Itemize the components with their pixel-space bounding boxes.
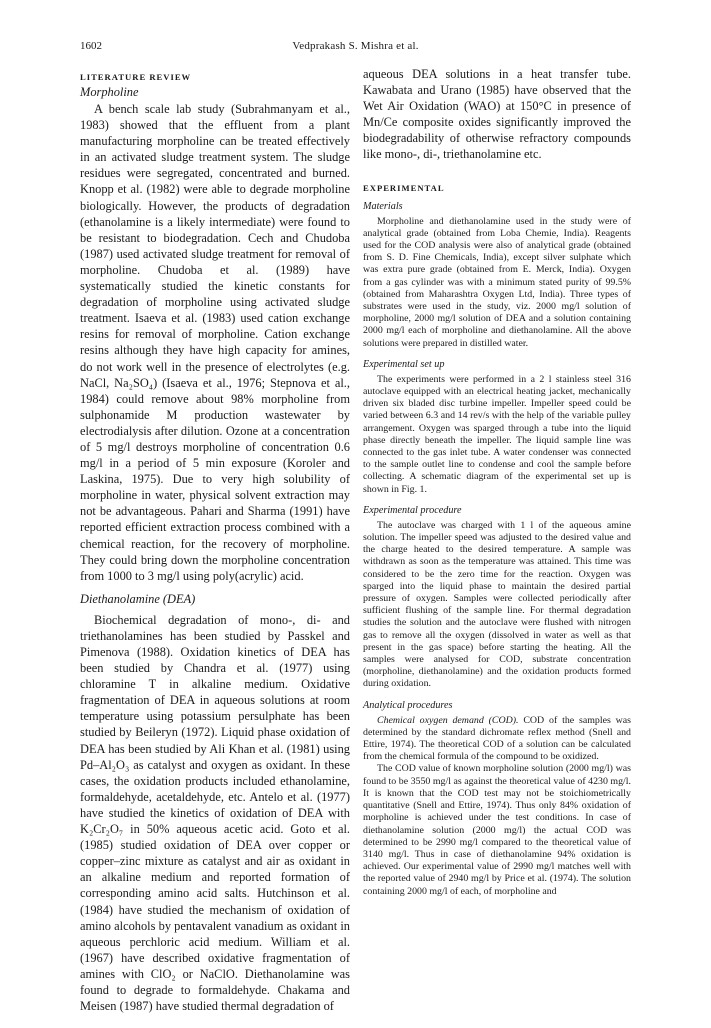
cod-text: COD of the samples was determined by the standard dichromate reflex method (Snell and Ettire, 1974). The theoretical COD of a solution can be calculated from the chemical formula of the compound to be oxidized. bbox=[363, 714, 632, 763]
subheading-diethanolamine: Diethanolamine (DEA) bbox=[80, 591, 196, 606]
running-head: Vedprakash S. Mishra et al. bbox=[292, 40, 419, 52]
paragraph-continued: aqueous DEA solutions in a heat transfer tube. Kawabata and Urano (1985) have observed that the Wet Air Oxidation (WAO) at 150°C in presence of Mn/Ce composite oxides significantly improved the biodegradability of otherwise refractory compounds like mono-, di-, triethanolamine etc. bbox=[363, 67, 631, 162]
paragraph-morpholine: A bench scale lab study (Subrahmanyam et al., 1983) showed that the effluent from a plant manufacturing morpholine can be treated effectively in an activated sludge treatment system. The sludge residues were segregated, concentrated and burned. Knopp et al. (1982) were able to degrade morpholine biologically. However, the products of degradation (ethanolamine is a likely intermediate) were found to be resistant to biodegradation. Cech and Chudoba (1987) used activated sludge treatment for removal of morpholine. Chudoba et al. (1989) have systematically studied the kinetic constants for degradation of morpholine using activated sludge treatment. Isaeva et al. (1983) used cation exchange resins for removal of morpholine. Cation exchange resins although they have high capacity for amines, do not work well in the presence of electrolytes (e.g. NaCl, Na₂SO₄) (Isaeva et al., 1976; Stepnova et al., 1984) could remove about 98% morpholine from sulphonamide M production wastewater by electrodialysis after dilution. Ozone at a concentration of 5 mg/l destroys morpholine of concentration 0.6 mg/l in a period of 5 min exposure (Koroler and Laskina, 1975). Due to very high solubility of morpholine in water, physical solvent extraction may not be advantageous. Pahari and Sharma (1991) have reported efficient extraction process combined with a chemical reaction, for the recovery of morpholine. They could bring down the morpholine concentration from 1000 to 3 mg/l using poly(acrylic) acid. bbox=[80, 102, 350, 583]
subheading-setup: Experimental set up bbox=[363, 358, 445, 370]
left-column bbox=[80, 66, 350, 1014]
paragraph-procedure: The autoclave was charged with 1 l of the aqueous amine solution. The impeller speed was adjusted to the desired value and the charge heated to the desired temperature. A sample was withdrawn as soon as the temperature was attained. This time was considered to be the zero time for the reaction. Oxygen was sparged into the liquid phase to maintain the desired partial pressure of oxygen. Samples were collected periodically after sufficient flushing of the sample line. For thermal degradation studies the solution and the autoclave were flushed with nitrogen gas to remove all the oxygen (dissolved in water as well as that present in the gas space) before starting the heating. All the samples were analysed for COD, substrate concentration (morpholine, diethanolamine) and the oxidation products formed during oxidation. bbox=[363, 519, 631, 690]
section-heading-literature-review: LITERATURE REVIEW bbox=[80, 72, 192, 82]
paragraph-cod bbox=[363, 715, 631, 764]
paragraph-materials: Morpholine and diethanolamine used in the study were of analytical grade (obtained from Loba Chemie, India). Reagents used for the COD analysis were also of analytical grade (obtained from S. D. Fine Chemicals, India), except silver sulphate which was extra pure grade (obtained from E. Merck, India). Oxygen from a gas cylinder was with a minimum stated purity of 99.5% (obtained from Maharashtra Oxygen Ltd, India). Three types of substrates were used in the study, viz. 2000 mg/l solution of morpholine, 2000 mg/l solution of DEA and a solution containing 2000 mg/l each of morpholine and diethanolamine. All the above solutions were prepared in distilled water. bbox=[363, 215, 631, 349]
subheading-analytical: Analytical procedures bbox=[363, 699, 453, 711]
cod-label: Chemical oxygen demand (COD). bbox=[377, 714, 519, 726]
page-header bbox=[80, 40, 631, 56]
page-number: 1602 bbox=[80, 40, 102, 52]
paragraph-diethanolamine: Biochemical degradation of mono-, di- and triethanolamines has been studied by Passkel and Pimenova (1988). Oxidation kinetics of DEA has been studied by Chandra et al. (1977) using chloramine T in alkaline medium. Oxidative fragmentation of DEA in aqueous solutions at room temperature using potassium persulphate has been studied by Beileryn (1972). Liquid phase oxidation of DEA has been studied by Ali Khan et al. (1981) using Pd–Al₂O₃ as catalyst and oxygen as oxidant. In these cases, the oxidation products included ethanolamine, formaldehyde, acetaldehyde, etc. Antelo et al. (1977) have studied the kinetics of oxidation of DEA with K₂Cr₂O₇ in 50% aqueous acetic acid. Goto et al. (1985) studied oxidation of DEA over copper or copper–zinc mixture as catalyst and air as oxidant in an alkaline medium and reported formation of corresponding amino acid salts. Hutchinson et al. (1984) have studied the mechanism of oxidation of amino alcohols by pentavalent vanadium as oxidant in aqueous perchloric acid medium. William et al. (1967) have described oxidative fragmentation of amines with ClO₂ or NaClO. Diethanolamine was found to degrade to formaldehyde. Chakama and Meisen (1987) have studied thermal degradation of bbox=[80, 612, 350, 1014]
paragraph-cod-values: The COD value of known morpholine solution (2000 mg/l) was found to be 3550 mg/l as against the theoretical value of 4230 mg/l. It is known that the COD test may not be stoichiometrically quantitative (Snell and Ettire, 1974). Thus only 84% oxidation of morpholine is achieved under the test conditions. In case of diethanolamine solution (2000 mg/l) the actual COD was determined to be 2990 mg/l compared to the theoretical value of 3140 mg/l. Thus in case of diethanolamine 94% oxidation is achieved. Our experimental value of 2990 mg/l matches well with the reported value of 2940 mg/l by Price et al. (1974). The solution containing 2000 mg/l of each, of morpholine and bbox=[363, 763, 631, 897]
subheading-materials: Materials bbox=[363, 200, 403, 212]
section-heading-experimental: EXPERIMENTAL bbox=[363, 182, 445, 193]
subheading-procedure: Experimental procedure bbox=[363, 504, 462, 516]
paragraph-setup: The experiments were performed in a 2 l stainless steel 316 autoclave equipped with an electrical heating jacket, mechanically driven six bladed disc turbine impeller. Impeller speed could be varied between 6.3 and 14 rev/s with the help of the variable pulley arrangement. Oxygen was sparged through a tube into the liquid phase directly beneath the impeller. The liquid sample line was connected to the gas inlet tube. A water condenser was connected to the sample outlet line to condense and cool the sample before collecting. A schematic diagram of the experimental set up is shown in Fig. 1. bbox=[363, 373, 631, 495]
subheading-morpholine: Morpholine bbox=[80, 85, 139, 99]
right-column bbox=[363, 66, 631, 898]
